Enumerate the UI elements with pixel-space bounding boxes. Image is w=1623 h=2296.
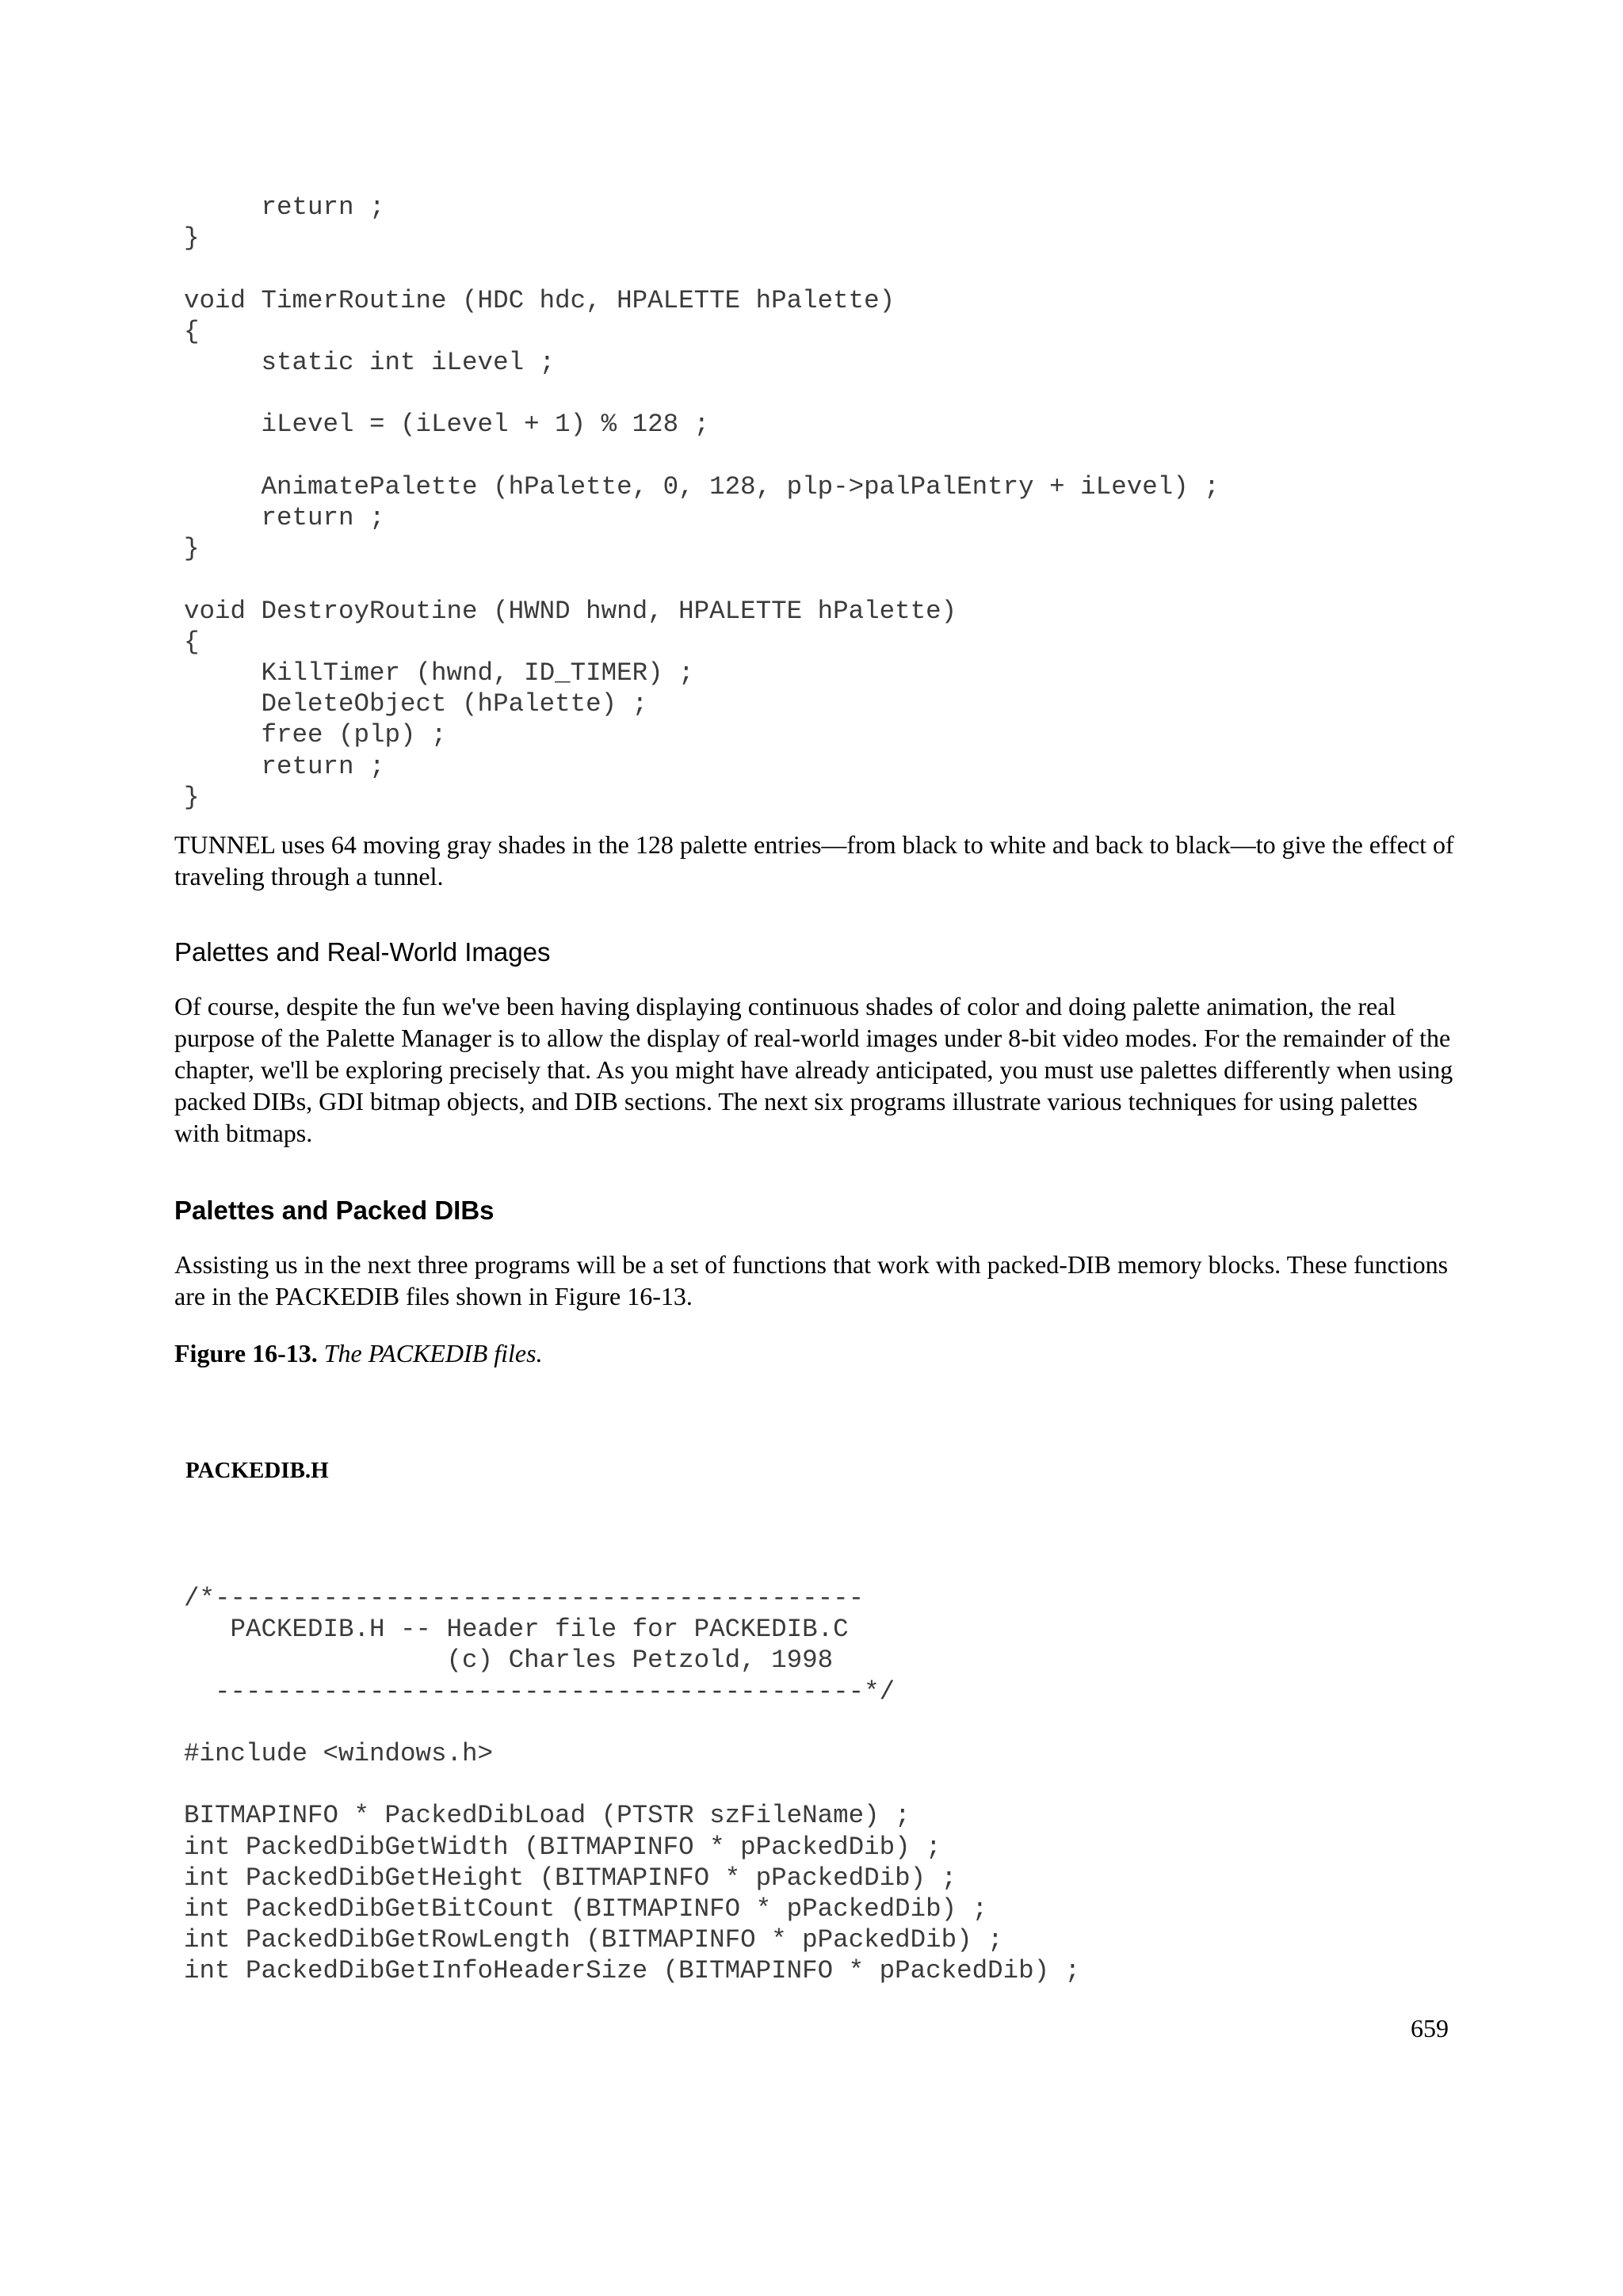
figure-caption: [174, 1337, 543, 1369]
code-listing-packedib-header: /*------------------------------------------ PACKEDIB.H -- Header file for PACKEDIB.C (c) Charles Petzold, 1998 ------------------------------------------*/ #include <windows.h> BITMAPINFO * PackedDibLoad (PTSTR szFileName) ; int PackedDibGetWidth (BITMAPINFO * pPackedDib) ; int PackedDibGetHeight (BITMAPINFO * pPackedDib) ; int PackedDibGetBitCount (BITMAPINFO * pPackedDib) ; int PackedDibGetRowLength (BITMAPINFO * pPackedDib) ; int PackedDibGetInfoHeaderSize (BITMAPINFO * pPackedDib) ;: [184, 1584, 1081, 1986]
figure-caption-text: The PACKEDIB files.: [323, 1339, 543, 1367]
file-label-packedib-h: PACKEDIB.H: [185, 1458, 329, 1483]
paragraph-real-world-images: Of course, despite the fun we've been having displaying continuous shades of color and doing palette animation, the real purpose of the Palette Manager is to allow the display of real-world images under 8-bit video modes. For the remainder of the chapter, we'll be exploring precisely that. As you might have already anticipated, you must use palettes differently when using packed DIBs, GDI bitmap objects, and DIB sections. The next six programs illustrate various techniques for using palettes with bitmaps.: [174, 992, 1453, 1147]
code-listing-routines: return ; } void TimerRoutine (HDC hdc, HPALETTE hPalette) { static int iLevel ; iLevel = (iLevel + 1) % 128 ; AnimatePalette (hPalette, 0, 128, plp->palPalEntry + iLevel) ; return ; } void DestroyRoutine (HWND hwnd, HPALETTE hPalette) { KillTimer (hwnd, ID_TIMER) ; DeleteObject (hPalette) ; free (plp) ; return ; }: [184, 193, 1220, 812]
page-number: 659: [1411, 2014, 1449, 2042]
paragraph-packed-dibs: Assisting us in the next three programs will be a set of functions that work with packed-DIB memory blocks. These functions are in the PACKEDIB files shown in Figure 16-13.: [174, 1250, 1449, 1310]
paragraph-tunnel: TUNNEL uses 64 moving gray shades in the 128 palette entries—from black to white and back to black—to give the effect of traveling through a tunnel.: [174, 830, 1454, 891]
section-heading-real-world-images: Palettes and Real-World Images: [174, 937, 551, 967]
section-heading-packed-dibs: Palettes and Packed DIBs: [174, 1196, 495, 1225]
figure-caption-number: Figure 16-13.: [174, 1339, 318, 1367]
